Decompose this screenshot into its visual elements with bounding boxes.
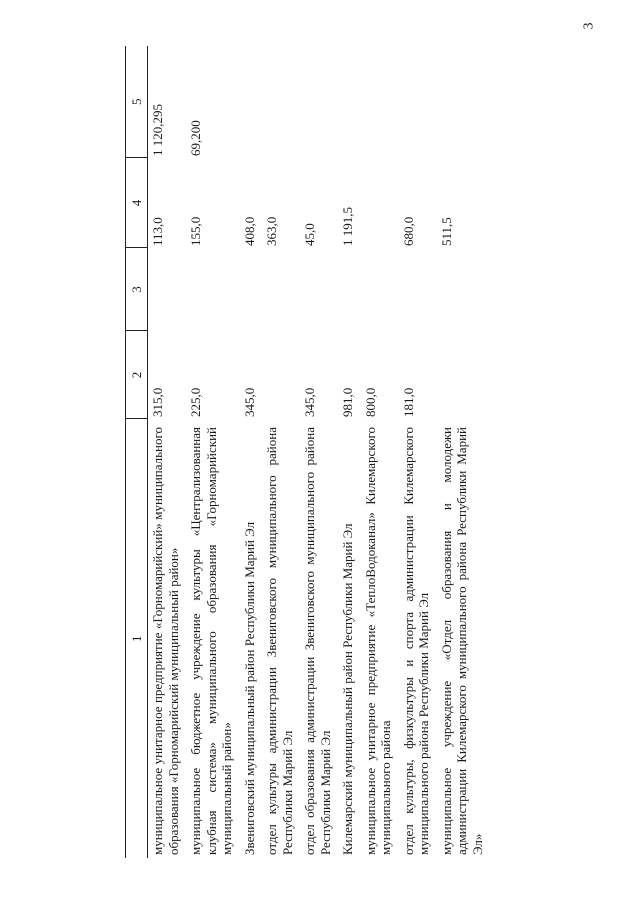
row-value-col4: 155,0 xyxy=(188,216,203,246)
row-value-col3 xyxy=(186,248,240,331)
row-value-col2: 315,0 xyxy=(150,387,165,417)
table-row xyxy=(186,46,240,858)
row-value-col5 xyxy=(240,46,263,158)
row-value-col4: 45,0 xyxy=(302,223,317,246)
row-name: отдел образования администрации Звениговского муниципального района Республики Марий Эл xyxy=(302,427,333,855)
row-value-col4: 113,0 xyxy=(150,217,165,246)
table-row xyxy=(240,46,263,858)
table-row xyxy=(338,46,361,858)
row-value-col3 xyxy=(240,248,263,331)
header-col-3: 3 xyxy=(126,248,148,331)
row-value-col2: 981,0 xyxy=(340,387,355,417)
rotated-table-container xyxy=(125,46,525,858)
row-value-col4: 408,0 xyxy=(241,216,257,246)
header-col-2: 2 xyxy=(126,331,148,419)
row-name: муниципальное учреждение «Отдел образования и молодежи администрации Килемарского муниципального района Республики Марий Эл» xyxy=(438,427,485,855)
header-row xyxy=(126,46,148,858)
row-value-col5 xyxy=(262,46,300,158)
row-value-col4: 511,5 xyxy=(438,217,454,246)
row-value-col3 xyxy=(262,248,300,331)
row-value-col4: 1 191,5 xyxy=(340,207,355,246)
table-row xyxy=(262,46,300,858)
row-name: Килемарский муниципальный район Республики Марий Эл xyxy=(340,523,355,855)
row-value-col2: 181,0 xyxy=(400,387,416,417)
row-value-col5: 69,200 xyxy=(188,120,203,156)
row-name: отдел культуры администрации Звениговского муниципального района Республики Марий Эл xyxy=(264,427,295,855)
table-row xyxy=(361,46,399,858)
row-value-col5 xyxy=(361,46,399,158)
header-col-5: 5 xyxy=(126,46,148,158)
row-value-col2: 345,0 xyxy=(241,387,257,417)
row-name: муниципальное бюджетное учреждение культуры «Централизованная клубная система» муниципального образования «Горномарийский муниципальный район» xyxy=(188,427,234,855)
row-value-col5 xyxy=(300,46,338,158)
table-row xyxy=(399,46,437,858)
row-value-col4: 680,0 xyxy=(400,216,416,246)
budget-table xyxy=(125,46,490,858)
row-value-col3 xyxy=(338,248,361,331)
row-value-col3 xyxy=(300,248,338,331)
page-number: 3 xyxy=(581,22,597,30)
row-value-col3 xyxy=(399,248,437,331)
row-value-col5 xyxy=(338,46,361,158)
row-name: отдел культуры, физкультуры и спорта администрации Килемарского муниципального района Республики Марий Эл xyxy=(400,427,431,855)
row-value-col2: 225,0 xyxy=(188,387,203,417)
row-name: муниципальное унитарное предприятие «ТеплоВодоканал» Килемарского муниципального района xyxy=(362,427,393,855)
row-value-col4 xyxy=(361,158,399,248)
row-name: Звениговский муниципальный район Республики Марий Эл xyxy=(241,521,257,855)
header-col-1: 1 xyxy=(126,419,148,858)
row-value-col5 xyxy=(437,46,491,158)
header-col-4: 4 xyxy=(126,158,148,248)
row-value-col3 xyxy=(148,248,187,331)
row-value-col5 xyxy=(399,46,437,158)
row-value-col4: 363,0 xyxy=(264,216,279,246)
table-row xyxy=(148,46,187,858)
row-name: муниципальное унитарное предприятие «Горномарийский» муниципального образования «Горномарийский муниципальный район» xyxy=(150,427,181,855)
row-value-col2: 800,0 xyxy=(362,387,378,417)
table-row xyxy=(437,46,491,858)
row-value-col3 xyxy=(361,248,399,331)
row-value-col2 xyxy=(262,331,300,419)
row-value-col3 xyxy=(437,248,491,331)
row-value-col2 xyxy=(437,331,491,419)
row-value-col5: 1 120,295 xyxy=(150,104,165,156)
table-row xyxy=(300,46,338,858)
row-value-col2: 345,0 xyxy=(302,387,317,417)
